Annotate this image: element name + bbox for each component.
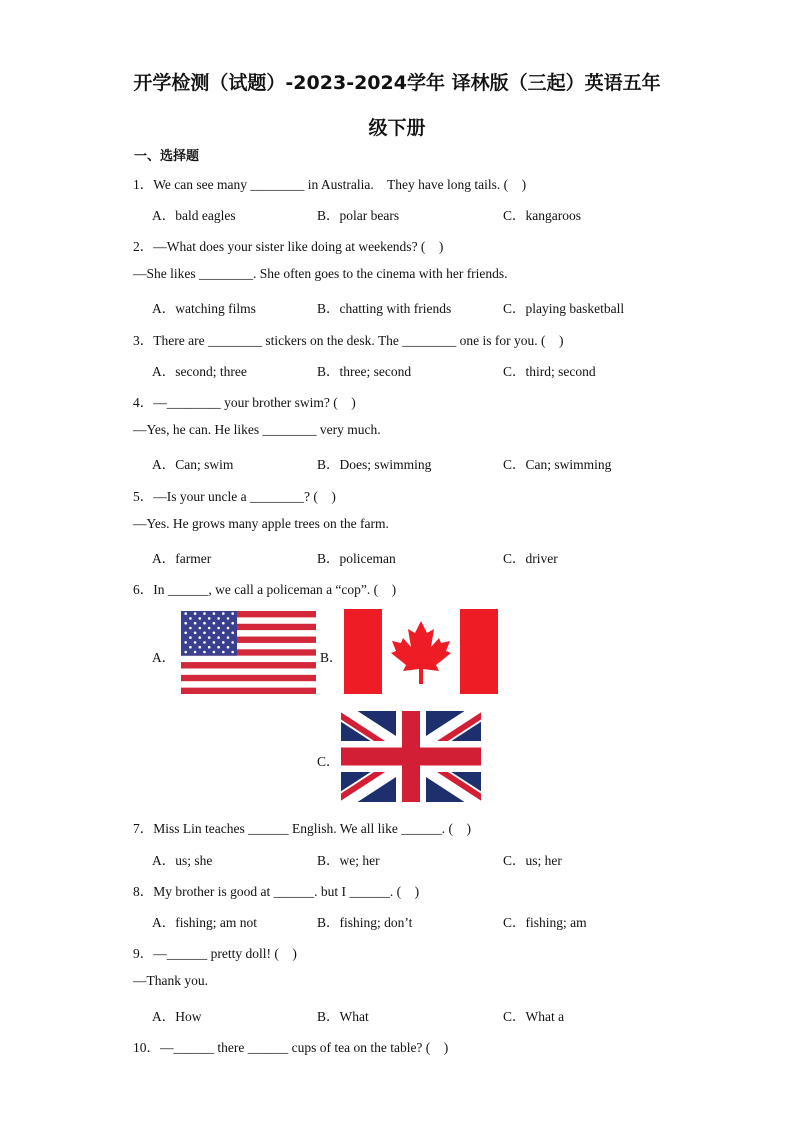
- question-6-stem: 6．In ______, we call a policeman a “cop”. ( ): [133, 582, 397, 597]
- question-8-option-c[interactable]: C．fishing; am: [503, 915, 587, 930]
- question-4-option-c[interactable]: C．Can; swimming: [503, 457, 612, 472]
- question-5-option-c[interactable]: C．driver: [503, 551, 558, 566]
- question-3-option-c[interactable]: C．third; second: [503, 364, 596, 379]
- question-9-option-b[interactable]: B．What: [317, 1009, 369, 1024]
- question-3-stem: 3．There are ________ stickers on the desk. The ________ one is for you. ( ): [133, 333, 564, 348]
- section-heading: 一、选择题: [134, 149, 200, 164]
- question-1-option-c[interactable]: C．kangaroos: [503, 208, 581, 223]
- question-2-option-c[interactable]: C．playing basketball: [503, 301, 625, 316]
- question-2-option-b[interactable]: B．chatting with friends: [317, 301, 452, 316]
- question-2-stem: 2．—What does your sister like doing at weekends? ( ): [133, 239, 444, 254]
- question-2-option-a[interactable]: A．watching films: [152, 301, 256, 316]
- question-9-stem: 9．—______ pretty doll! ( ): [133, 946, 297, 961]
- question-6-option-c[interactable]: C．: [317, 754, 340, 769]
- question-9-option-a[interactable]: A．How: [152, 1009, 202, 1024]
- page-title: 开学检测（试题）-2023-2024学年 译林版（三起）英语五年: [133, 72, 661, 94]
- question-4-stem: 4．—________ your brother swim? ( ): [133, 395, 356, 410]
- question-6-option-b[interactable]: B．: [320, 650, 343, 665]
- uk-flag-icon[interactable]: [341, 711, 481, 802]
- question-4-reply: —Yes, he can. He likes ________ very much.: [133, 422, 381, 437]
- question-6-option-a[interactable]: A．: [152, 650, 176, 665]
- question-3-option-b[interactable]: B．three; second: [317, 364, 412, 379]
- question-1-stem: 1．We can see many ________ in Australia. They have long tails. ( ): [133, 177, 527, 192]
- question-4-option-a[interactable]: A．Can; swim: [152, 457, 234, 472]
- question-1-option-b[interactable]: B．polar bears: [317, 208, 400, 223]
- usa-flag-icon[interactable]: [181, 611, 316, 694]
- question-10-stem: 10．—______ there ______ cups of tea on the table? ( ): [133, 1040, 449, 1055]
- page-title-continued: 级下册: [368, 117, 426, 139]
- question-5-option-a[interactable]: A．farmer: [152, 551, 212, 566]
- question-9-reply: —Thank you.: [133, 973, 208, 988]
- question-4-option-b[interactable]: B．Does; swimming: [317, 457, 432, 472]
- question-8-option-a[interactable]: A．fishing; am not: [152, 915, 257, 930]
- question-7-option-c[interactable]: C．us; her: [503, 853, 562, 868]
- question-5-stem: 5．—Is your uncle a ________? ( ): [133, 489, 336, 504]
- canada-flag-icon[interactable]: [344, 609, 498, 694]
- question-5-option-b[interactable]: B．policeman: [317, 551, 396, 566]
- question-9-option-c[interactable]: C．What a: [503, 1009, 565, 1024]
- question-5-reply: —Yes. He grows many apple trees on the farm.: [133, 516, 389, 531]
- question-7-option-b[interactable]: B．we; her: [317, 853, 380, 868]
- question-2-reply: —She likes ________. She often goes to the cinema with her friends.: [133, 266, 508, 281]
- question-8-option-b[interactable]: B．fishing; don’t: [317, 915, 413, 930]
- question-7-option-a[interactable]: A．us; she: [152, 853, 213, 868]
- question-7-stem: 7．Miss Lin teaches ______ English. We all like ______. ( ): [133, 821, 471, 836]
- question-8-stem: 8．My brother is good at ______. but I ______. ( ): [133, 884, 420, 899]
- question-1-option-a[interactable]: A．bald eagles: [152, 208, 236, 223]
- question-3-option-a[interactable]: A．second; three: [152, 364, 247, 379]
